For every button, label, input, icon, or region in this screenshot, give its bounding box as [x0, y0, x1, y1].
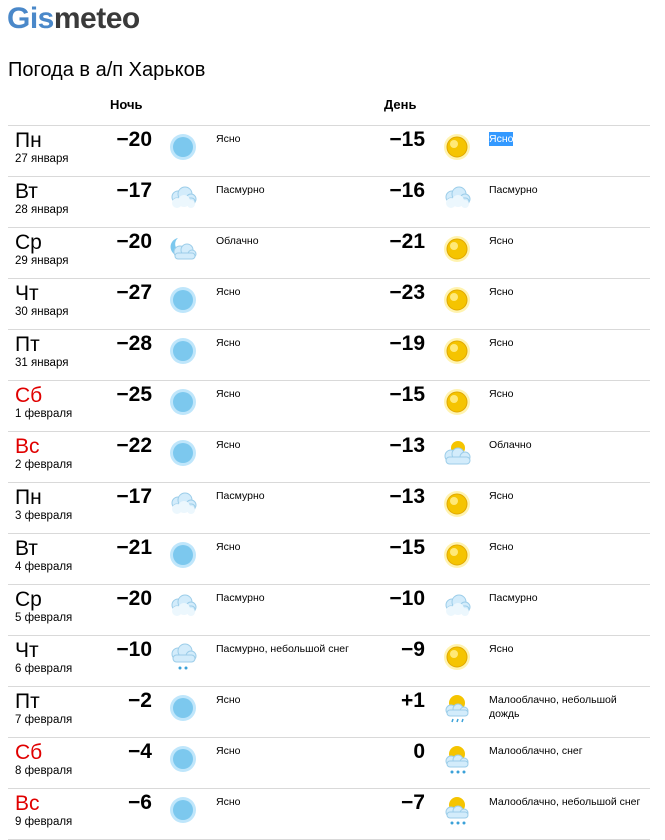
day-name: Чт [15, 639, 39, 662]
forecast-row [8, 431, 650, 482]
day-name: Пт [15, 690, 40, 713]
night-description: Ясно [216, 286, 241, 298]
sun-cloud-snow-icon [440, 793, 474, 827]
day-temperature: −15 [389, 536, 425, 559]
overcast-icon [440, 589, 474, 623]
sun-icon [440, 487, 474, 521]
day-column-header: День [384, 97, 417, 112]
sun-icon [440, 640, 474, 674]
night-temperature: −6 [128, 791, 152, 814]
moon-icon [166, 793, 200, 827]
day-description: Малооблачно, небольшой дождь [489, 694, 617, 720]
sun-cloudy-icon [440, 436, 474, 470]
forecast-row [8, 635, 650, 686]
moon-icon [166, 130, 200, 164]
day-date: 4 февраля [15, 561, 73, 573]
day-description: Ясно [489, 133, 514, 145]
forecast-row [8, 533, 650, 584]
night-description: Ясно [216, 694, 241, 706]
night-description: Пасмурно [216, 592, 265, 604]
day-description: Пасмурно [489, 184, 538, 196]
night-column-header: Ночь [110, 97, 143, 112]
day-description: Ясно [489, 337, 514, 349]
day-description: Пасмурно [489, 592, 538, 604]
day-name: Ср [15, 231, 42, 254]
night-description: Ясно [216, 796, 241, 808]
day-temperature: +1 [401, 689, 425, 712]
forecast-row [8, 737, 650, 788]
day-date: 6 февраля [15, 663, 73, 675]
night-temperature: −20 [116, 230, 152, 253]
forecast-row [8, 482, 650, 533]
day-name: Чт [15, 282, 39, 305]
day-description: Ясно [489, 235, 514, 247]
day-temperature: −21 [389, 230, 425, 253]
night-temperature: −28 [116, 332, 152, 355]
moon-icon [166, 436, 200, 470]
night-temperature: −27 [116, 281, 152, 304]
day-temperature: −9 [401, 638, 425, 661]
night-description: Пасмурно [216, 490, 265, 502]
day-description: Ясно [489, 541, 514, 553]
day-temperature: −15 [389, 128, 425, 151]
forecast-row [8, 176, 650, 227]
day-temperature: −19 [389, 332, 425, 355]
night-temperature: −17 [116, 485, 152, 508]
day-name: Вс [15, 435, 40, 458]
overcast-snow-icon [166, 640, 200, 674]
day-description: Малооблачно, небольшой снег [489, 796, 641, 808]
day-date: 7 февраля [15, 714, 73, 726]
day-date: 3 февраля [15, 510, 73, 522]
day-date: 27 января [15, 153, 69, 165]
night-temperature: −20 [116, 128, 152, 151]
night-temperature: −21 [116, 536, 152, 559]
sun-icon [440, 334, 474, 368]
night-temperature: −17 [116, 179, 152, 202]
day-description: Ясно [489, 490, 514, 502]
day-name: Вт [15, 180, 38, 203]
day-date: 8 февраля [15, 765, 73, 777]
night-description: Ясно [216, 133, 241, 145]
day-name: Сб [15, 384, 43, 407]
day-description: Ясно [489, 388, 514, 400]
forecast-row [8, 329, 650, 380]
forecast-row [8, 584, 650, 635]
day-temperature: −10 [389, 587, 425, 610]
overcast-icon [166, 181, 200, 215]
day-name: Сб [15, 741, 43, 764]
night-temperature: −22 [116, 434, 152, 457]
sun-cloud-snow-icon [440, 742, 474, 776]
day-temperature: −13 [389, 434, 425, 457]
day-date: 1 февраля [15, 408, 73, 420]
night-description: Пасмурно, небольшой снег [216, 643, 349, 655]
forecast-row [8, 125, 650, 176]
sun-icon [440, 130, 474, 164]
day-temperature: −13 [389, 485, 425, 508]
moon-icon [166, 283, 200, 317]
forecast-table [8, 125, 650, 840]
day-temperature: 0 [413, 740, 425, 763]
night-description: Пасмурно [216, 184, 265, 196]
night-description: Ясно [216, 388, 241, 400]
forecast-row [8, 686, 650, 737]
day-description: Облачно [489, 439, 532, 451]
night-description: Облачно [216, 235, 259, 247]
night-temperature: −10 [116, 638, 152, 661]
sun-cloud-rain-icon [440, 691, 474, 725]
moon-icon [166, 385, 200, 419]
day-name: Пт [15, 333, 40, 356]
day-temperature: −23 [389, 281, 425, 304]
day-date: 9 февраля [15, 816, 73, 828]
day-date: 31 января [15, 357, 69, 369]
overcast-icon [440, 181, 474, 215]
day-date: 30 января [15, 306, 69, 318]
overcast-icon [166, 487, 200, 521]
day-name: Вт [15, 537, 38, 560]
night-description: Ясно [216, 541, 241, 553]
sun-icon [440, 538, 474, 572]
page-title: Погода в а/п Харьков [8, 59, 206, 81]
forecast-row [8, 278, 650, 329]
moon-cloudy-icon [166, 232, 200, 266]
night-description: Ясно [216, 439, 241, 451]
moon-icon [166, 334, 200, 368]
day-description: Ясно [489, 643, 514, 655]
day-date: 5 февраля [15, 612, 73, 624]
day-name: Ср [15, 588, 42, 611]
night-temperature: −20 [116, 587, 152, 610]
night-description: Ясно [216, 745, 241, 757]
night-description: Ясно [216, 337, 241, 349]
day-date: 28 января [15, 204, 69, 216]
day-date: 29 января [15, 255, 69, 267]
day-name: Вс [15, 792, 40, 815]
moon-icon [166, 538, 200, 572]
forecast-row [8, 227, 650, 278]
night-temperature: −4 [128, 740, 152, 763]
sun-icon [440, 385, 474, 419]
forecast-row [8, 788, 650, 840]
night-temperature: −25 [116, 383, 152, 406]
day-name: Пн [15, 129, 42, 152]
sun-icon [440, 232, 474, 266]
sun-icon [440, 283, 474, 317]
moon-icon [166, 691, 200, 725]
logo-part-meteo: meteo [53, 2, 140, 35]
overcast-icon [166, 589, 200, 623]
day-temperature: −16 [389, 179, 425, 202]
moon-icon [166, 742, 200, 776]
day-description: Малооблачно, снег [489, 745, 583, 757]
day-date: 2 февраля [15, 459, 73, 471]
day-temperature: −15 [389, 383, 425, 406]
day-name: Пн [15, 486, 42, 509]
forecast-row [8, 380, 650, 431]
gismeteo-logo[interactable] [7, 2, 140, 36]
day-description: Ясно [489, 286, 514, 298]
logo-part-gis: Gis [7, 2, 54, 35]
day-temperature: −7 [401, 791, 425, 814]
night-temperature: −2 [128, 689, 152, 712]
